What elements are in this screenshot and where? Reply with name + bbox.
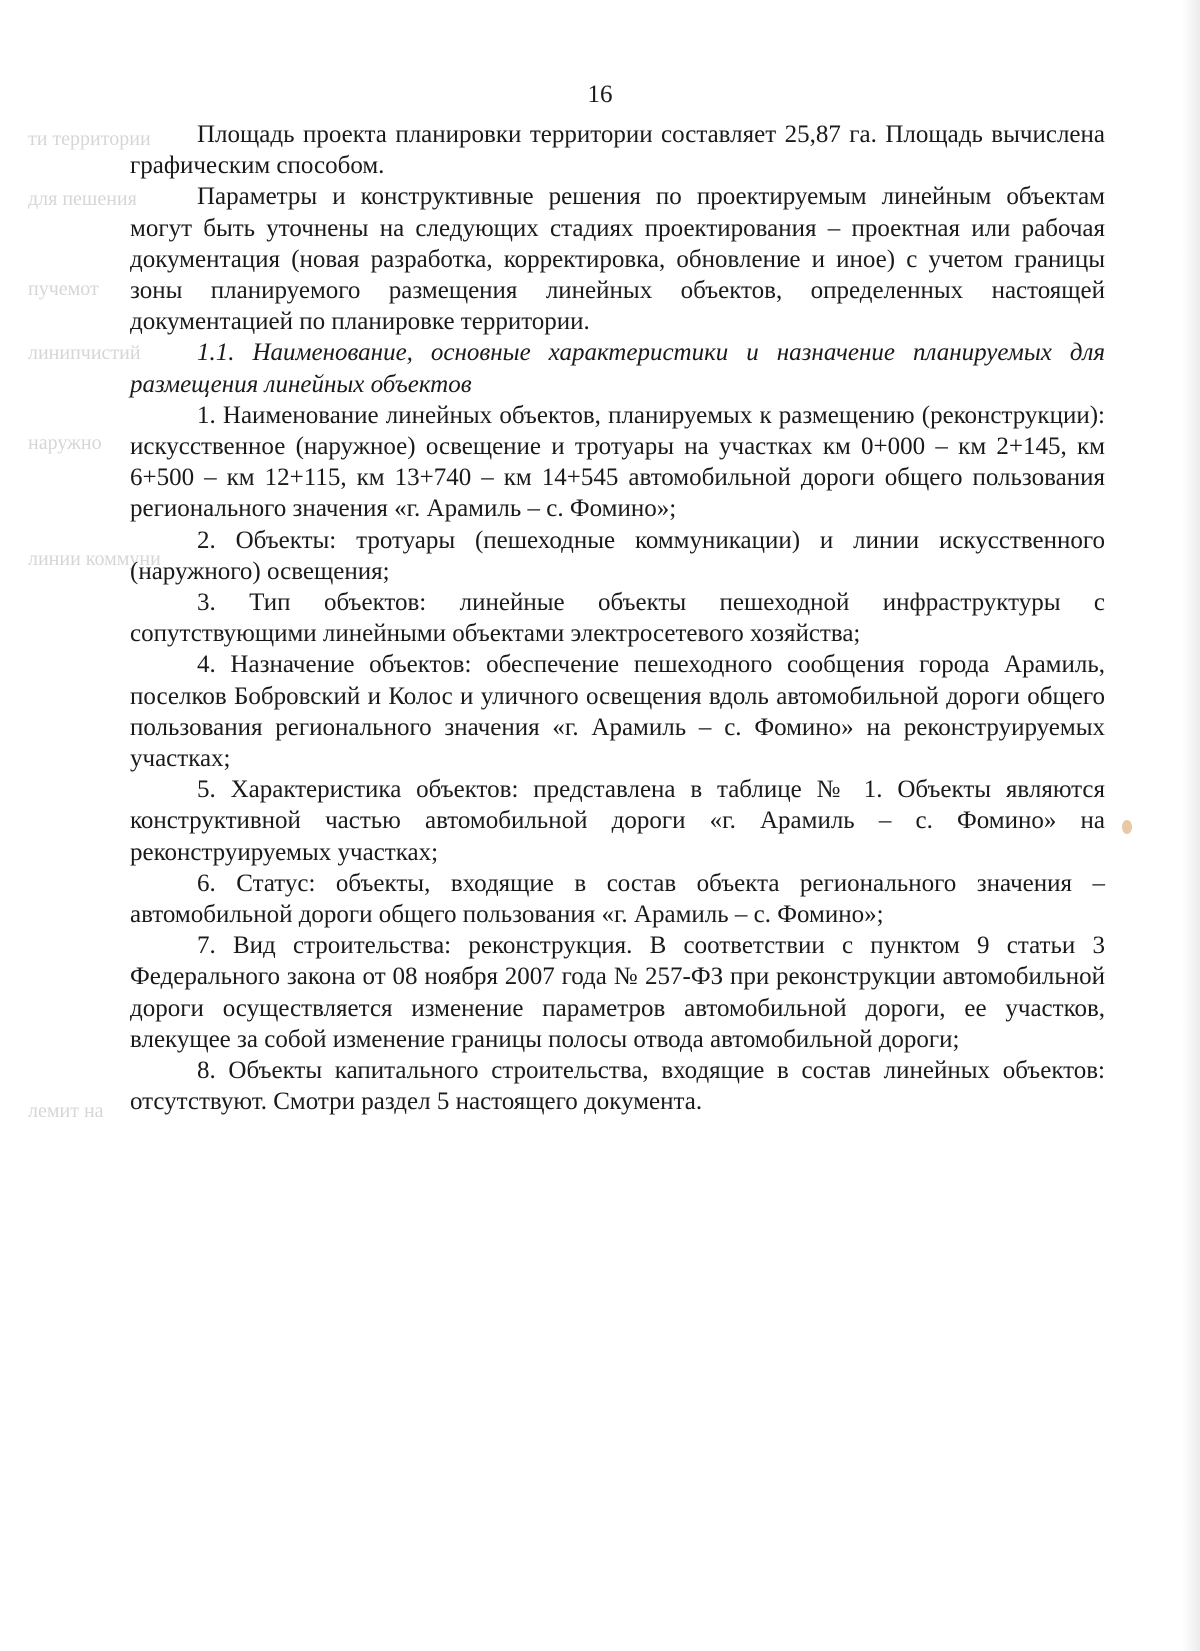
show-through-text: лемит на: [28, 1100, 104, 1122]
list-item-2: 2. Объекты: тротуары (пешеходные коммуникации) и линии искусственного (наружного) освещения;: [130, 526, 1105, 585]
list-item-7: 7. Вид строительства: реконструкция. В соответствии с пунктом 9 статьи 3 Федерального закона от 08 ноября 2007 года № 257-ФЗ при реконструкции автомобильной дороги осуществляется изменение параметров автомобильной дороги, ее участков, влекущее за собой изменение границы полосы отвода автомобильной дороги;: [130, 932, 1105, 1053]
scan-edge-shadow: [1182, 0, 1200, 1651]
show-through-text: линии коммуни: [28, 548, 161, 570]
page-number: 16: [587, 81, 613, 108]
section-heading: 1.1. Наименование, основные характеристики и назначение планируемых для размещения линейных объектов: [130, 339, 1105, 398]
show-through-text: пучемот: [28, 278, 99, 300]
show-through-text: линипчистий: [28, 342, 141, 364]
list-item-6: 6. Статус: объекты, входящие в состав объекта регионального значения – автомобильной дороги общего пользования «г. Арамиль – с. Фомино»;: [130, 869, 1105, 929]
list-item-5: 5. Характеристика объектов: представлена в таблице № 1. Объекты являются конструктивной частью автомобильной дороги «г. Арамиль – с. Фомино» на реконструируемых участках;: [130, 776, 1105, 866]
paragraph-area: Площадь проекта планировки территории составляет 25,87 га. Площадь вычислена графическим способом.: [130, 121, 1105, 180]
list-item-4: 4. Назначение объектов: обеспечение пешеходного сообщения города Арамиль, поселков Бобровский и Колос и уличного освещения вдоль автомобильной дороги общего пользования регионального значения «г. Арамиль – с. Фомино» на реконструируемых участках;: [130, 651, 1105, 773]
show-through-text: ти территории: [28, 128, 151, 150]
scan-spot: [1122, 820, 1132, 834]
document-body: [130, 119, 1105, 1118]
list-item-3: 3. Тип объектов: линейные объекты пешеходной инфраструктуры с сопутствующими линейными объектами электросетевого хозяйства;: [130, 589, 1105, 648]
show-through-text: для пешения: [28, 188, 137, 210]
show-through-text: наружно: [28, 432, 102, 454]
paragraph-parameters: Параметры и конструктивные решения по проектируемым линейным объектам могут быть уточнены на следующих стадиях проектирования – проектная или рабочая документация (новая разработка, корректировка, обновление и иное) с учетом границы зоны планируемого размещения линейных объектов, определенных настоящей документацией по планировке территории.: [130, 183, 1105, 336]
list-item-8: 8. Объекты капитального строительства, входящие в состав линейных объектов: отсутствуют. Смотри раздел 5 настоящего документа.: [130, 1057, 1105, 1116]
list-item-1: 1. Наименование линейных объектов, планируемых к размещению (реконструкции): искусственное (наружное) освещение и тротуары на участках км 0+000 – км 2+145, км 6+500 – км 12+115, км 13+740 – км 14+545 автомобильной дороги общего пользования регионального значения «г. Арамиль – с. Фомино»;: [130, 401, 1105, 523]
